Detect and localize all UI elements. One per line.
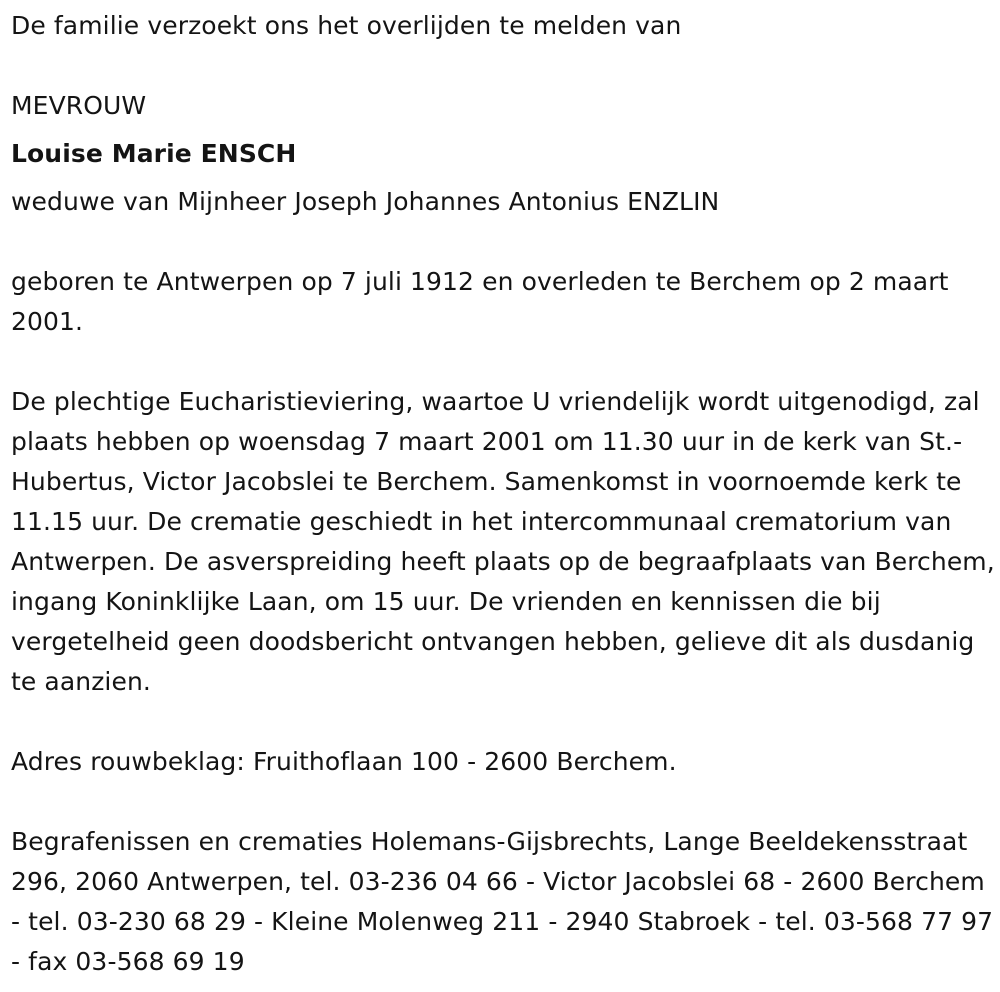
death-notice	[11, 6, 996, 982]
widow-of-text: weduwe van Mijnheer Joseph Johannes Antonius ENZLIN	[11, 187, 720, 216]
intro-text: De familie verzoekt ons het overlijden te melden van	[11, 11, 682, 40]
ceremony-text: De plechtige Eucharistieviering, waartoe U vriendelijk wordt uitgenodigd, zal plaats hebben op woensdag 7 maart 2001 om 11.30 uur in de kerk van St.-Hubertus, Victor Jacobslei te Berchem. Samenkomst in voornoemde kerk te 11.15 uur. De crematie geschiedt in het intercommunaal crematorium van Antwerpen. De asverspreiding heeft plaats op de begraafplaats van Berchem, ingang Koninklijke Laan, om 15 uur. De vrienden en kennissen die bij vergetelheid geen doodsbericht ontvangen hebben, gelieve dit als dusdanig te aanzien.	[11, 387, 995, 696]
deceased-name: Louise Marie ENSCH	[11, 139, 297, 168]
birth-death-text: geboren te Antwerpen op 7 juli 1912 en overleden te Berchem op 2 maart 2001.	[11, 267, 949, 336]
condolence-address: Adres rouwbeklag: Fruithoflaan 100 - 2600 Berchem.	[11, 747, 677, 776]
honorific: MEVROUW	[11, 91, 147, 120]
funeral-home-info: Begrafenissen en crematies Holemans-Gijsbrechts, Lange Beeldekensstraat 296, 2060 Antwerpen, tel. 03-236 04 66 - Victor Jacobslei 68 - 2600 Berchem - tel. 03-230 68 29 - Kleine Molenweg 211 - 2940 Stabroek - tel. 03-568 77 97 - fax 03-568 69 19	[11, 827, 994, 976]
